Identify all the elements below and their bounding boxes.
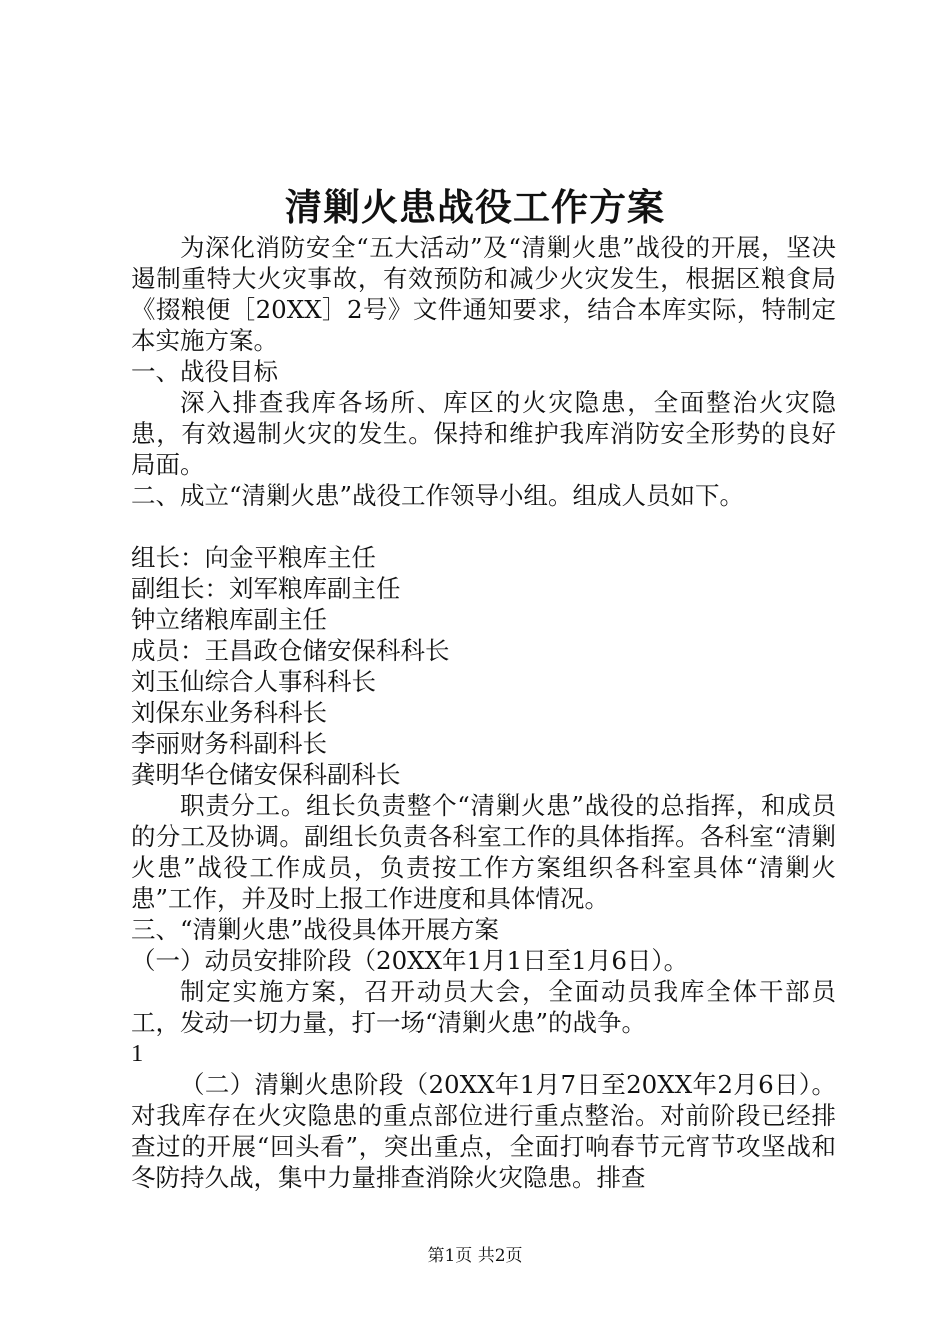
section3-heading: 三、“清剿火患”战役具体开展方案 (131, 915, 500, 944)
section1-heading: 一、战役目标 (131, 357, 278, 386)
section2-heading: 二、成立“清剿火患”战役工作领导小组。组成人员如下。 (131, 481, 745, 510)
member-line: 龚明华仓储安保科副科长 (131, 760, 401, 789)
member-line: 刘保东业务科科长 (131, 698, 327, 727)
blank-line (131, 511, 836, 542)
phase1-body: 制定实施方案，召开动员大会，全面动员我库全体干部员工，发动一切力量，打一场“清剿火患”的战争。 (131, 977, 836, 1037)
member-line: 副组长：刘军粮库副主任 (131, 574, 401, 603)
page-marker: 1 (131, 1040, 144, 1067)
member-line: 刘玉仙综合人事科科长 (131, 667, 376, 696)
page-footer (0, 1245, 950, 1267)
member-line: 组长：向金平粮库主任 (131, 543, 376, 572)
phase2-body: （二）清剿火患阶段（20XX年1月7日至20XX年2月6日）。对我库存在火灾隐患的重点部位进行重点整治。对前阶段已经排查过的开展“回头看”，突出重点，全面打响春节元宵节攻坚战和冬防持久战，集中力量排查消除火灾隐患。排查 (131, 1070, 836, 1192)
intro-paragraph: 为深化消防安全“五大活动”及“清剿火患”战役的开展，坚决遏制重特大火灾事故，有效预防和减少火灾发生，根据区粮食局《掇粮便［20XX］2号》文件通知要求，结合本库实际，特制定本实施方案。 (131, 233, 836, 355)
duties-paragraph: 职责分工。组长负责整个“清剿火患”战役的总指挥，和成员的分工及协调。副组长负责各科室工作的具体指挥。各科室“清剿火患”战役工作成员，负责按工作方案组织各科室具体“清剿火患”工作，并及时上报工作进度和具体情况。 (131, 791, 836, 913)
member-line: 成员：王昌政仓储安保科科长 (131, 636, 450, 665)
section1-body: 深入排查我库各场所、库区的火灾隐患，全面整治火灾隐患，有效遏制火灾的发生。保持和维护我库消防安全形势的良好局面。 (131, 388, 836, 479)
page-number-label: 第1页 共2页 (427, 1246, 523, 1266)
member-line: 李丽财务科副科长 (131, 729, 327, 758)
document-body (131, 232, 836, 1193)
document-title: 清剿火患战役工作方案 (285, 185, 665, 229)
member-line: 钟立绪粮库副主任 (131, 605, 327, 634)
phase1-heading: （一）动员安排阶段（20XX年1月1日至1月6日）。 (131, 946, 689, 975)
